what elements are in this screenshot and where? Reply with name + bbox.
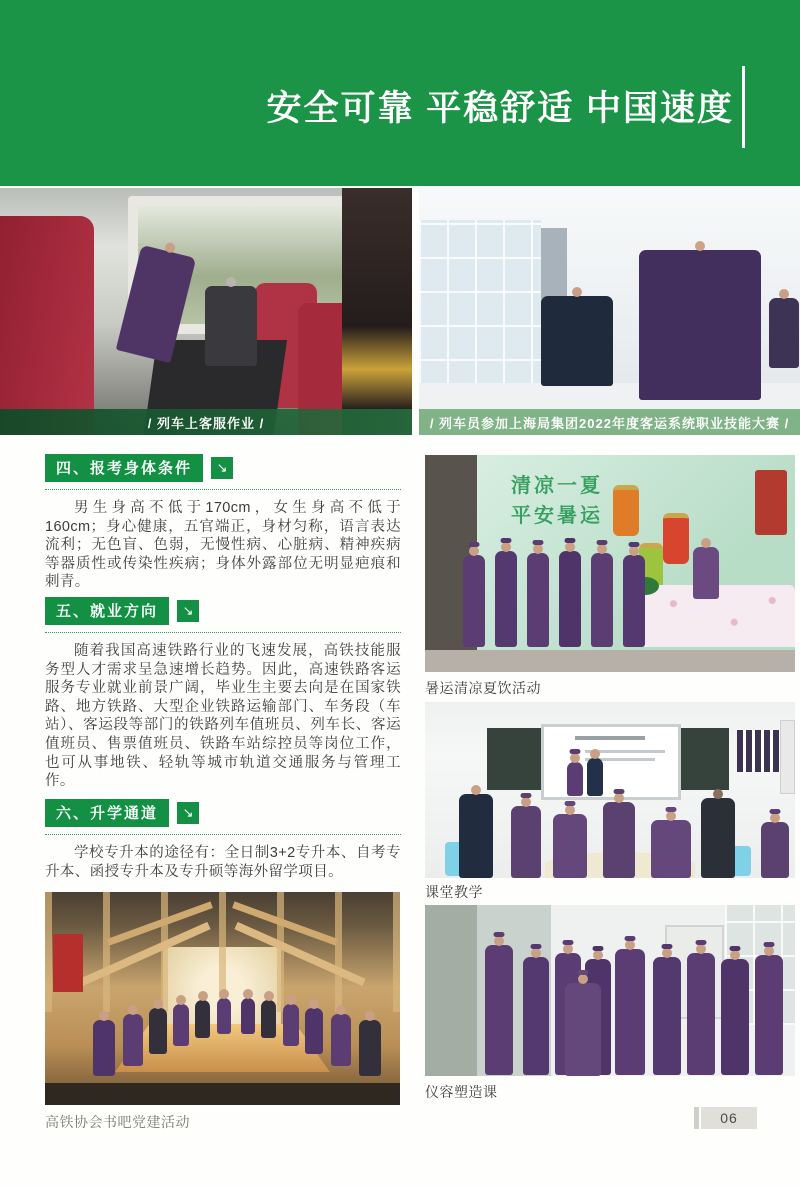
student-figure [761, 822, 789, 878]
photo-caption: 高铁协会书吧党建活动 [45, 1114, 190, 1130]
uniformed-student-front [565, 983, 601, 1076]
seated-member [173, 1004, 189, 1046]
door [780, 720, 795, 794]
student-figure [511, 806, 541, 878]
diagonal-arrow-icon: ↘ [177, 802, 199, 824]
seated-member [261, 1000, 276, 1038]
photo-caption: 课堂教学 [425, 884, 483, 900]
photo-book-bar [45, 892, 400, 1105]
seated-member [331, 1014, 351, 1066]
attendant-figure [591, 553, 613, 647]
section-body: 随着我国高速铁路行业的飞速发展，高铁技能服务型人才需求呈急速增长趋势。因此，高速铁路客运服务专业就业前景广阔，毕业生主要去向是在国家铁路、地方铁路、大型企业铁路运输部门、车务段（车站）、客运段等部门的铁路列车值班员、列车长、客运值班员、售票值班员、铁路车站综控员等岗位工作，也可从事地铁、轻轨等城市轨道交通服务与管理工作。 [45, 643, 401, 790]
section-heading-row [45, 799, 401, 835]
page-title: 安全可靠 平稳舒适 中国速度 [266, 89, 734, 128]
section-employment [45, 597, 401, 791]
attendant-figure [495, 551, 517, 647]
section-heading-row [45, 597, 401, 633]
page-number-accent-bar [694, 1107, 699, 1129]
seated-member [305, 1008, 323, 1054]
drink-jar-red [663, 513, 689, 564]
hero-left-caption-band [0, 409, 412, 435]
chalkboard-right [675, 728, 729, 790]
drink-jar-orange [613, 485, 639, 536]
student-figure [701, 798, 735, 878]
seated-member [217, 998, 231, 1034]
seated-member [241, 998, 255, 1034]
student-figure [459, 794, 493, 878]
header-band [0, 0, 800, 186]
female-examinee-figure [639, 250, 761, 400]
section-physical-requirements [45, 454, 401, 592]
seated-member [123, 1014, 143, 1066]
red-banner [53, 934, 83, 992]
section-body: 学校专升本的途径有：全日制3+2专升本、自考专升本、函授专升本及专升硕等海外留学项目。 [45, 845, 401, 880]
photo-wall-grid [737, 730, 783, 772]
student-figure [603, 802, 635, 878]
page-number-badge [694, 1107, 757, 1129]
hero-right-caption: / 列车员参加上海局集团2022年度客运系统职业技能大赛 / [429, 415, 790, 431]
uniformed-student [721, 959, 749, 1075]
uniformed-student [755, 955, 783, 1075]
hydrant-cabinet [755, 470, 787, 535]
presenter-figure [567, 762, 583, 796]
page-number: 06 [701, 1107, 757, 1129]
uniformed-student [687, 953, 715, 1075]
header-divider-bar [742, 66, 745, 148]
banner-text: 清凉一夏 平安暑运 [511, 475, 603, 527]
uniformed-student [615, 949, 645, 1075]
uniformed-student [485, 945, 513, 1075]
seated-member [93, 1020, 115, 1076]
passenger-figure [205, 286, 257, 366]
attendant-figure [693, 547, 719, 599]
seated-member [283, 1004, 299, 1046]
uniformed-student [653, 957, 681, 1075]
classroom-windows [419, 220, 541, 395]
seated-member [149, 1008, 167, 1054]
chalkboard-left [487, 728, 541, 790]
uniformed-student [523, 957, 549, 1075]
photo-classroom-teaching [425, 702, 795, 878]
attendant-figure [527, 553, 549, 647]
section-body: 男生身高不低于170cm，女生身高不低于160cm；身心健康，五官端正，身材匀称，语言表达流利；无色盲、色弱，无慢性病、心脏病、精神疾病等器质性或传染性疾病；身体外露部位无明显疤痕和刺青。 [45, 500, 401, 591]
diagonal-arrow-icon: ↘ [211, 457, 233, 479]
attendant-figure [463, 555, 485, 647]
section-heading: 四、报考身体条件 [45, 454, 203, 482]
section-heading: 六、升学通道 [45, 799, 169, 827]
photo-caption: 暑运清凉夏饮活动 [425, 680, 541, 696]
hero-right-caption-band [419, 409, 800, 435]
photo-grooming-class [425, 905, 795, 1076]
buffet-table [643, 585, 795, 647]
student-figure [553, 814, 587, 878]
section-heading-row [45, 454, 401, 490]
diagonal-arrow-icon: ↘ [177, 600, 199, 622]
presenter-figure [587, 758, 603, 796]
attendant-figure [623, 555, 645, 647]
background-examinee [769, 298, 799, 368]
male-examinee-figure [541, 296, 613, 386]
hero-photo-competition [419, 188, 800, 435]
hero-photo-train-service [0, 188, 412, 435]
photo-summer-drinks [425, 455, 795, 672]
hero-left-caption: / 列车上客服作业 / [147, 415, 265, 431]
photo-caption: 仪容塑造课 [425, 1084, 498, 1100]
foreground-passenger [342, 188, 412, 435]
red-seat-left [0, 216, 94, 435]
section-heading: 五、就业方向 [45, 597, 169, 625]
seated-member [359, 1020, 381, 1076]
seated-member [195, 1000, 210, 1038]
section-further-study [45, 799, 401, 881]
student-figure [651, 820, 691, 878]
attendant-figure [559, 551, 581, 647]
